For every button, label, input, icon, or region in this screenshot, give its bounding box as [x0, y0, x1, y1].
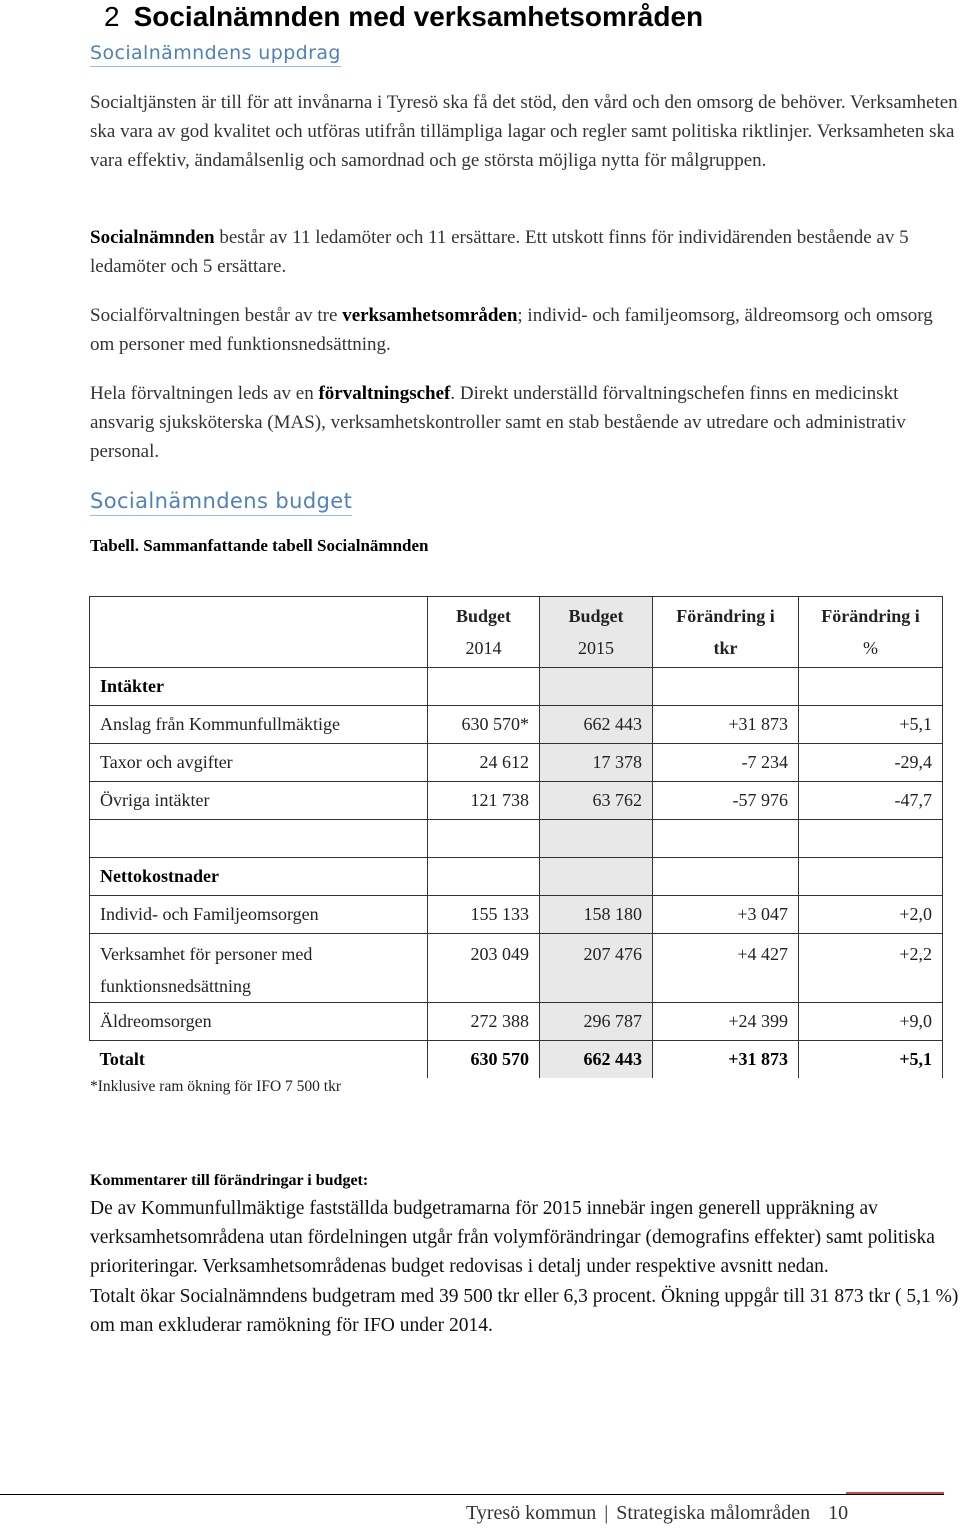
- table-row: [90, 706, 943, 744]
- comments-paragraph-2: Totalt ökar Socialnämndens budgetram med 39 500 tkr eller 6,3 procent. Ökning uppgår till 31 873 tkr ( 5,1 %) om man exkluderar ramökning för IFO under 2014.: [90, 1285, 959, 1336]
- table-row: [90, 782, 943, 820]
- total-change-pct: +5,1: [799, 1041, 943, 1079]
- cell-change-pct: +2,2: [799, 934, 943, 1003]
- table-row: [90, 896, 943, 934]
- cell-budget-2015: 296 787: [540, 1003, 653, 1041]
- cell-budget-2014: 203 049: [428, 934, 540, 1003]
- total-label: Totalt: [90, 1041, 428, 1079]
- section-label: Nettokostnader: [90, 858, 428, 896]
- bold-verksamhetsomraden: verksamhetsområden: [342, 305, 518, 326]
- header-label: Förändring i: [676, 606, 775, 626]
- cell-change-tkr: +3 047: [653, 896, 799, 934]
- page-number: 10: [828, 1502, 849, 1524]
- cell-change-pct: +5,1: [799, 706, 943, 744]
- footer-separator: |: [604, 1502, 609, 1524]
- table-footnote: *Inklusive ram ökning för IFO 7 500 tkr: [90, 1078, 341, 1095]
- section-heading-uppdrag: Socialnämndens uppdrag: [90, 40, 341, 67]
- empty-cell: [428, 820, 540, 858]
- header-empty-cell: [90, 597, 428, 668]
- paragraph-ledamoter: [90, 223, 960, 281]
- comments-body: [90, 1194, 960, 1340]
- empty-cell: [653, 668, 799, 706]
- empty-cell: [799, 858, 943, 896]
- paragraph-forvaltningschef: [90, 379, 960, 466]
- cell-budget-2015: 17 378: [540, 744, 653, 782]
- empty-cell: [799, 820, 943, 858]
- row-label: Taxor och avgifter: [90, 744, 428, 782]
- section-label: Intäkter: [90, 668, 428, 706]
- total-budget-2015: 662 443: [540, 1041, 653, 1079]
- comments-heading: Kommentarer till förändringar i budget:: [90, 1172, 369, 1189]
- header-budget-2015: [540, 597, 653, 668]
- cell-budget-2015: 158 180: [540, 896, 653, 934]
- header-label: Budget: [568, 606, 624, 626]
- empty-cell: [90, 820, 428, 858]
- row-label: Övriga intäkter: [90, 782, 428, 820]
- comments-paragraph-1: De av Kommunfullmäktige fastställda budgetramarna för 2015 innebär ingen generell uppräkning av verksamhetsområdena utan fördelningen utgår från volymförändringar (demografins effekter) samt politiska prioriteringar. Verksamhetsområdenas budget redovisas i detalj under respektive avsnitt nedan.: [90, 1198, 935, 1278]
- cell-budget-2015: 63 762: [540, 782, 653, 820]
- header-budget-2014: [428, 597, 540, 668]
- paragraph-uppdrag: Socialtjänsten är till för att invånarna i Tyresö ska få det stöd, den vård och den omsorg de behöver. Verksamheten ska vara av god kvalitet och utföras utifrån tillämpliga lagar och regler samt politiska riktlinjer. Verksamheten ska vara effektiv, ändamålsenlig och samordnad och ge största möjliga nytta för målgruppen.: [90, 92, 958, 171]
- p3-text-b: ; individ- och familjeomsorg, äldreomsorg och omsorg om personer med funktionsnedsättning.: [90, 305, 933, 355]
- total-budget-2014: 630 570: [428, 1041, 540, 1079]
- cell-change-tkr: -7 234: [653, 744, 799, 782]
- table-row: [90, 934, 943, 1003]
- p3-text-a: Socialförvaltningen består av tre: [90, 305, 343, 326]
- section-row-nettokostnader: [90, 858, 943, 896]
- footer-accent-bar: [846, 1492, 944, 1494]
- chapter-number: 2: [104, 1, 120, 32]
- cell-budget-2014: 630 570*: [428, 706, 540, 744]
- cell-change-pct: +9,0: [799, 1003, 943, 1041]
- budget-table: [89, 596, 943, 1078]
- empty-cell: [540, 858, 653, 896]
- cell-change-pct: -47,7: [799, 782, 943, 820]
- cell-change-pct: -29,4: [799, 744, 943, 782]
- p4-text-a: Hela förvaltningen leds av en: [90, 383, 319, 404]
- table-row: [90, 744, 943, 782]
- bold-socialnamnden: Socialnämnden: [90, 227, 215, 248]
- empty-cell: [540, 668, 653, 706]
- section-row-intakter: [90, 668, 943, 706]
- row-label: Äldreomsorgen: [90, 1003, 428, 1041]
- footer-divider: [0, 1494, 944, 1495]
- row-label: Anslag från Kommunfullmäktige: [90, 706, 428, 744]
- table-caption: Tabell. Sammanfattande tabell Socialnämnden: [90, 536, 429, 555]
- cell-budget-2014: 272 388: [428, 1003, 540, 1041]
- row-label: Verksamhet för personer med funktionsnedsättning: [90, 934, 428, 1003]
- cell-budget-2015: 207 476: [540, 934, 653, 1003]
- footer-doc-title: Strategiska målområden: [616, 1502, 811, 1524]
- paragraph-ledamoter-text: består av 11 ledamöter och 11 ersättare. Ett utskott finns för individärenden bestående av 5 ledamöter och 5 ersättare.: [90, 227, 909, 277]
- empty-cell: [653, 820, 799, 858]
- cell-change-tkr: -57 976: [653, 782, 799, 820]
- cell-budget-2014: 155 133: [428, 896, 540, 934]
- spacer-row: [90, 820, 943, 858]
- row-label: Individ- och Familjeomsorgen: [90, 896, 428, 934]
- bold-forvaltningschef: förvaltningschef: [318, 383, 451, 404]
- header-sublabel: %: [863, 638, 878, 658]
- cell-change-pct: +2,0: [799, 896, 943, 934]
- header-sublabel: tkr: [713, 638, 738, 658]
- header-sublabel: 2014: [465, 638, 502, 658]
- total-row: [90, 1041, 943, 1079]
- empty-cell: [428, 858, 540, 896]
- table-header-row: [90, 597, 943, 668]
- empty-cell: [653, 858, 799, 896]
- page-footer: [466, 1502, 848, 1525]
- header-label: Budget: [455, 606, 511, 626]
- footer-org: Tyresö kommun: [466, 1502, 597, 1524]
- header-sublabel: 2015: [578, 638, 614, 658]
- header-label: Förändring i: [821, 606, 920, 626]
- p4-text-b: . Direkt underställd förvaltningschefen finns en medicinskt ansvarig sjuksköterska (MAS), verksamhetskontroller samt en stab bestående av utredare och administrativ personal.: [90, 383, 906, 462]
- cell-change-tkr: +31 873: [653, 706, 799, 744]
- header-change-tkr: [653, 597, 799, 668]
- table-row: [90, 1003, 943, 1041]
- section-heading-budget: Socialnämndens budget: [90, 487, 352, 516]
- cell-change-tkr: +24 399: [653, 1003, 799, 1041]
- chapter-title: Socialnämnden med verksamhetsområden: [133, 1, 704, 32]
- paragraph-verksamhetsomraden: [90, 301, 960, 359]
- empty-cell: [428, 668, 540, 706]
- cell-budget-2015: 662 443: [540, 706, 653, 744]
- empty-cell: [540, 820, 653, 858]
- header-change-pct: [799, 597, 943, 668]
- cell-budget-2014: 121 738: [428, 782, 540, 820]
- cell-change-tkr: +4 427: [653, 934, 799, 1003]
- total-change-tkr: +31 873: [653, 1041, 799, 1079]
- cell-budget-2014: 24 612: [428, 744, 540, 782]
- page-title: [104, 0, 703, 34]
- empty-cell: [799, 668, 943, 706]
